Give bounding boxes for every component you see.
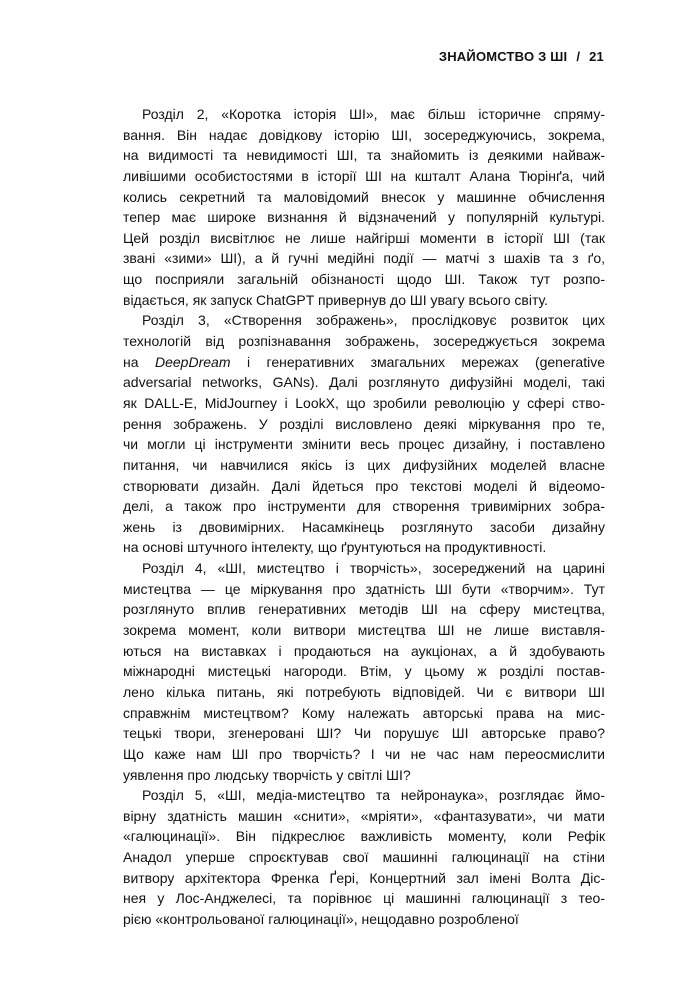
text-line: Розділ 4, «ШІ, мистецтво і творчість», зосереджений на царині xyxy=(142,560,605,577)
text-line: Розділ 2, «Коротка історія ШІ», має більш історичне спряму- xyxy=(142,106,605,122)
text-line: тепер має широке визнання й відзначений у популярній культурі. xyxy=(123,209,605,226)
text-line: справжнім мистецтвом? Кому належать авторські права на мис- xyxy=(123,704,605,721)
text-line: ливішими особистостями в історії ШІ на кшталт Алана Тюрінґа, чий xyxy=(123,167,605,184)
text-line: вання. Він надає довідкову історію ШІ, зосереджуючись, зокрема, xyxy=(123,126,605,143)
paragraph xyxy=(123,104,605,310)
text-line: Розділ 3, «Створення зображень», прослідковує розвиток цих xyxy=(142,312,605,329)
paragraph xyxy=(123,310,605,558)
text-line: міжнародні мистецькі нагороди. Втім, у цьому ж розділі постав- xyxy=(123,663,605,680)
text-line: на видимості та невидимості ШІ, та знайомить із деякими найваж- xyxy=(123,147,605,164)
text-line: створювати дизайн. Далі йдеться про текстові моделі й відеомо- xyxy=(123,477,605,494)
text-line: на основі штучного інтелекту, що ґрунтуються на продуктивності. xyxy=(123,539,547,556)
text-line: звані «зими» ШІ), а й гучні медійні події — матчі з шахів та з ґо, xyxy=(123,250,605,267)
text-line: Цей розділ висвітлює не лише найгірші моменти в історії ШІ (так xyxy=(123,229,605,246)
text-line: рення зображень. У розділі висловлено деякі міркування про те, xyxy=(123,415,605,432)
text-line: «галюцинації». Він підкреслює важливість моменту, коли Рефік xyxy=(123,828,605,845)
text-line: вірну здатність машин «снити», «мріяти», «фантазувати», чи мати xyxy=(123,807,605,824)
running-head-separator: / xyxy=(576,49,581,64)
text-line: колись секретний та маловідомий внесок у машинне обчислення xyxy=(123,188,605,205)
italic-term: DeepDream xyxy=(155,353,231,370)
text-line: Анадол уперше спроєктував свої машинні галюцинації на стіни xyxy=(123,849,605,866)
text-line: що посприяли загальній обізнаності щодо ШІ. Також тут розпо- xyxy=(123,271,605,288)
text-line: на DeepDream і генеративних змагальних мережах (generative xyxy=(123,353,605,370)
text-line: чи могли ці інструменти змінити весь процес дизайну, і поставлено xyxy=(123,436,605,453)
running-head xyxy=(439,49,604,64)
text-line: нея у Лос-Анджелесі, та порівнює ці машинні галюцинації з тео- xyxy=(123,890,605,907)
text-line: питання, чи навчилися якісь із цих дифузійних моделей власне xyxy=(123,456,605,473)
text-line: adversarial networks, GANs). Далі розглянуто дифузійні моделі, такі xyxy=(123,374,605,391)
text-line: ються на виставках і продаються на аукціонах, а й здобувають xyxy=(123,642,605,659)
text-line: жень із двовимірних. Насамкінець розглянуто засоби дизайну xyxy=(123,518,605,535)
page-number: 21 xyxy=(589,49,604,64)
text-line: уявлення про людську творчість у світлі ШІ? xyxy=(123,766,411,783)
text-line: тецькі твори, згенеровані ШІ? Чи порушує ШІ авторське право? xyxy=(123,725,605,742)
text-line: рією «контрольованої галюцинації», нещодавно розробленої xyxy=(123,910,519,927)
text-line: витвору архітектора Френка Ґері, Концертний зал імені Волта Діс- xyxy=(123,869,605,886)
text-line: Що каже нам ШІ про творчість? І чи не час нам переосмислити xyxy=(123,745,605,762)
text-line: мистецтва — це міркування про здатність ШІ бути «творчим». Тут xyxy=(123,580,605,597)
body-text xyxy=(123,104,605,930)
text-line: технологій від розпізнавання зображень, зосереджується зокрема xyxy=(123,333,605,350)
paragraph xyxy=(123,785,605,929)
text-line: як DALL-E, MidJourney і LookX, що зробили революцію у сфері ство- xyxy=(123,394,605,411)
text-line: зокрема момент, коли витвори мистецтва ШІ не лише виставля- xyxy=(123,622,605,639)
text-line: розглянуто вплив генеративних методів ШІ на сферу мистецтва, xyxy=(123,601,605,618)
text-line: Розділ 5, «ШІ, медіа-мистецтво та нейронаука», розглядає ймо- xyxy=(142,787,605,804)
paragraph xyxy=(123,558,605,785)
text-line: делі, а також про інструменти для створення тривимірних зобра- xyxy=(123,498,605,515)
running-head-chapter: ЗНАЙОМСТВО З ШІ xyxy=(438,49,568,64)
text-line: лено кілька питань, які потребують відповідей. Чи є витвори ШІ xyxy=(123,683,605,700)
text-line: відається, як запуск ChatGPT привернув до ШІ увагу всього світу. xyxy=(123,291,548,308)
